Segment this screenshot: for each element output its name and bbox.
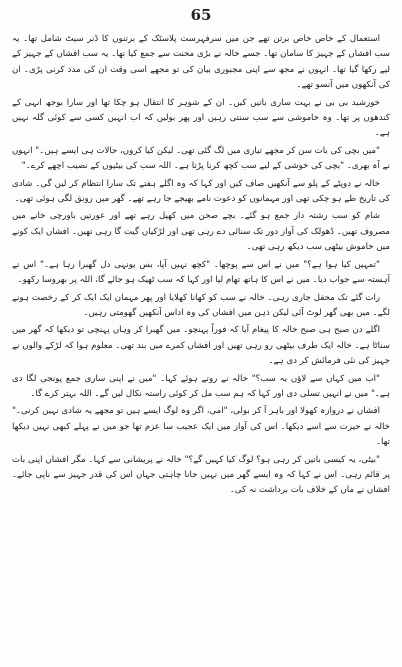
body-text <box>12 32 390 501</box>
paragraph: "میں بچی کی بات سن کر مجھے تیاری میں لگ گئی تھی۔ لیکن کیا کروں، حالات ہی ایسے ہیں۔" انہوں نے آہ بھری۔ "بچی کی خوشی کے لیے سب کچھ کرنا پڑتا ہے۔ اللہ سب کی بیٹیوں کے نصیب اچھے کرے۔" <box>12 145 390 172</box>
paragraph: "تمہیں کیا ہوا ہے؟" میں نے اس سے پوچھا۔ "کچھ نہیں آپا، بس یونہی دل گھبرا رہا ہے۔" اس نے آہستہ سے جواب دیا۔ میں نے اس کا ہاتھ تھام لیا اور کہا کہ سب ٹھیک ہو جائے گا، اللہ پر بھروسا رکھو۔ <box>12 259 390 286</box>
page-number: 65 <box>190 6 212 24</box>
paragraph: "اب میں کہاں سے لاؤں یہ سب؟" خالہ نے روتے ہوئے کہا۔ "میں نے اپنی ساری جمع پونجی لگا دی ہے۔" میں نے انہیں تسلی دی اور کہا کہ ہم سب مل کر کوئی راستہ نکال لیں گے۔ اللہ بہتر کرے گا۔ <box>12 373 390 399</box>
paragraph: استعمال کے خاص خاص برتن تھے جن میں سرفہرست پلاسٹک کے برتنوں کا ڈنر سیٹ شامل تھا۔ یہ سب افشاں کے جہیز کا سامان تھا۔ جسے خالہ نے بڑی محنت سے جمع کیا تھا۔ یہ سب افشاں کے جہیز کے لیے رکھا گیا تھا۔ انہوں نے مجھ سے اپنی مجبوری بیان کی تو مجھے اسی وقت ان کی مدد کرنی پڑی۔ ان کی آنکھوں میں آنسو تھے۔ <box>12 34 390 91</box>
paragraph: رات گئے تک محفل جاری رہی۔ خالہ نے سب کو کھانا کھلایا اور پھر مہمان ایک ایک کر کے رخصت ہونے لگے۔ میں بھی گھر لوٹ آئی لیکن ذہن میں افشاں کی وہ اداس آنکھیں گھومتی رہیں۔ <box>12 292 390 318</box>
paragraph: "بیٹی، یہ کیسی باتیں کر رہی ہو؟ لوگ کیا کہیں گے؟" خالہ نے پریشانی سے کہا۔ مگر افشاں اپنی بات پر قائم رہی۔ اس نے کہا کہ وہ ایسے گھر میں نہیں جانا چاہتی جہاں اس کی قدر جہیز سے ناپی جائے۔ افشاں نے ماں کے خلاف بات برداشت نہ کی۔ <box>12 454 390 496</box>
paragraph: شام کو سب رشتہ دار جمع ہو گئے۔ بچے صحن میں کھیل رہے تھے اور عورتیں باورچی خانے میں مصروف تھیں۔ ڈھولک کی آواز دور تک سنائی دے رہی تھی اور لڑکیاں گیت گا رہی تھیں۔ افشاں ایک کونے میں خاموش بیٹھی سب دیکھ رہی تھی۔ <box>12 211 390 253</box>
paragraph: خالہ نے دوپٹے کے پلو سے آنکھیں صاف کیں اور کہا کہ وہ اگلے ہفتے تک سارا انتظام کر لیں گی۔ شادی کی تاریخ طے ہو چکی تھی اور مہمانوں کو دعوت نامے بھیجے جا رہے تھے۔ گھر میں رونق لگی ہوئی تھی۔ <box>12 178 390 205</box>
paragraph: افشاں نے دروازہ کھولا اور باہر آ کر بولی، "امی، اگر وہ لوگ ایسے ہیں تو مجھے یہ شادی نہیں کرنی۔" خالہ نے حیرت سے اسے دیکھا۔ اس کی آواز میں ایک عجیب سا عزم تھا جو میں نے پہلے کبھی نہیں دیکھا تھا۔ <box>12 406 390 448</box>
paragraph: اگلے دن صبح ہی صبح خالہ کا پیغام آیا کہ فوراً پہنچو۔ میں گھبرا کر وہاں پہنچی تو دیکھا کہ گھر میں سناٹا ہے۔ خالہ ایک طرف بیٹھی رو رہی تھیں اور افشاں کمرے میں بند تھی۔ معلوم ہوا کہ لڑکے والوں نے جہیز کی نئی فرمائش کر دی ہے۔ <box>12 325 390 367</box>
paragraph: خورشید بی بی نے بہت ساری باتیں کیں۔ ان کے شوہر کا انتقال ہو چکا تھا اور سارا بوجھ انہی کے کندھوں پر تھا۔ وہ خاموشی سے سب سنتی رہیں اور پھر بولیں کہ اب انہیں کسی سے کوئی گلہ نہیں ہے۔ <box>12 97 390 139</box>
